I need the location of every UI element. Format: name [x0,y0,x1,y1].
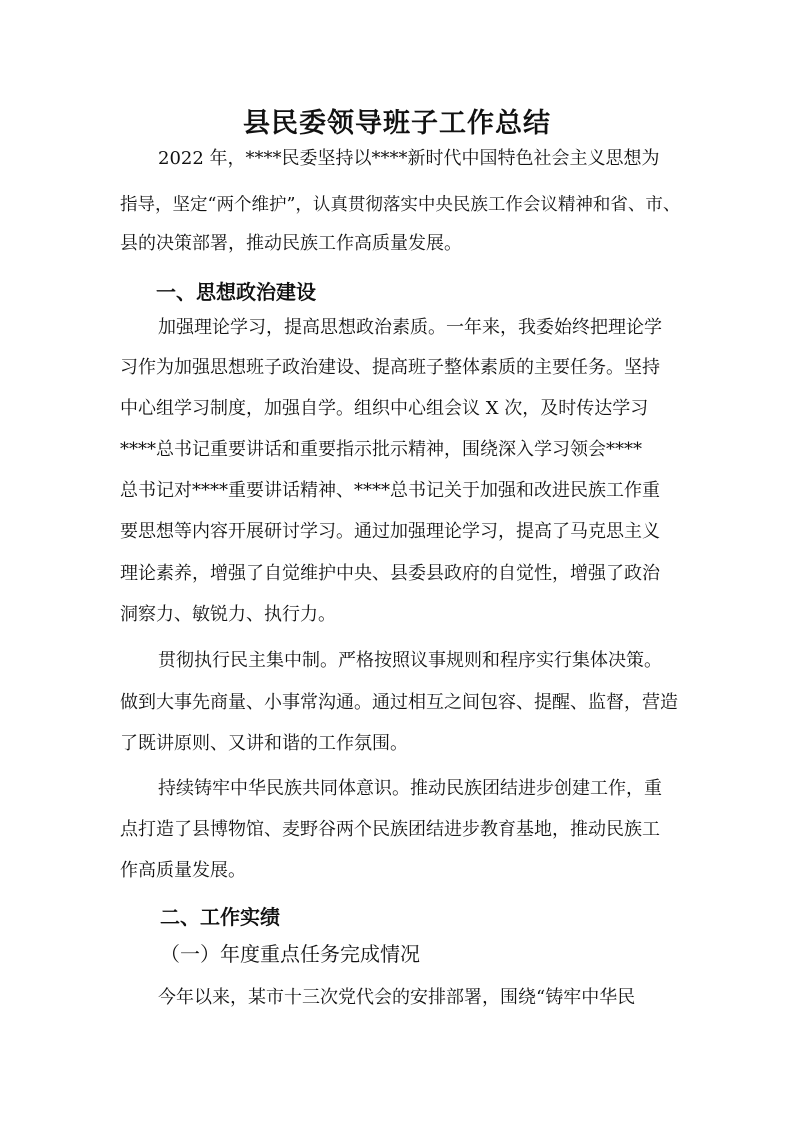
paragraph-line: 今年以来，某市十三次党代会的安排部署，围绕“铸牢中华民 [158,987,636,1008]
intro-line: 指导，坚定“两个维护”，认真贯彻落实中央民族工作会议精神和省、市、 [120,195,681,215]
paragraph-line: 了既讲原则、又讲和谐的工作氛围。 [120,733,408,754]
paragraph-line: 习作为加强思想班子政治建设、提高班子整体素质的主要任务。坚持 [120,357,660,378]
paragraph-line: ****总书记重要讲话和重要指示批示精神，围绕深入学习领会**** [120,439,642,460]
paragraph-line: 加强理论学习，提高思想政治素质。一年来，我委始终把理论学 [158,317,662,338]
section-heading-1: 一、思想政治建设 [156,280,316,304]
paragraph-line: 要思想等内容开展研讨学习。通过加强理论学习，提高了马克思主义 [120,521,660,542]
paragraph-line: 理论素养，增强了自觉维护中央、县委县政府的自觉性，增强了政治 [120,563,660,584]
paragraph-line: 点打造了县博物馆、麦野谷两个民族团结进步教育基地，推动民族工 [120,819,660,840]
intro-line: 县的决策部署，推动民族工作高质量发展。 [120,233,462,254]
paragraph-line: 总书记对****重要讲话精神、****总书记关于加强和改进民族工作重 [120,480,660,501]
paragraph-line: 洞察力、敏锐力、执行力。 [120,604,336,625]
section2-subheading: （一）年度重点任务完成情况 [160,942,420,966]
paragraph-line: 持续铸牢中华民族共同体意识。推动民族团结进步创建工作，重 [158,778,662,799]
page-title: 县民委领导班子工作总结 [243,108,551,139]
section-heading-2: 二、工作实绩 [160,905,280,929]
paragraph-line: 作高质量发展。 [120,860,246,881]
paragraph-line: 中心组学习制度，加强自学。组织中心组会议 X 次，及时传达学习 [120,398,649,419]
intro-line: 2022 年，****民委坚持以****新时代中国特色社会主义思想为 [158,148,660,169]
paragraph-line: 贯彻执行民主集中制。严格按照议事规则和程序实行集体决策。 [158,650,662,671]
paragraph-line: 做到大事先商量、小事常沟通。通过相互之间包容、提醒、监督，营造 [120,692,678,713]
